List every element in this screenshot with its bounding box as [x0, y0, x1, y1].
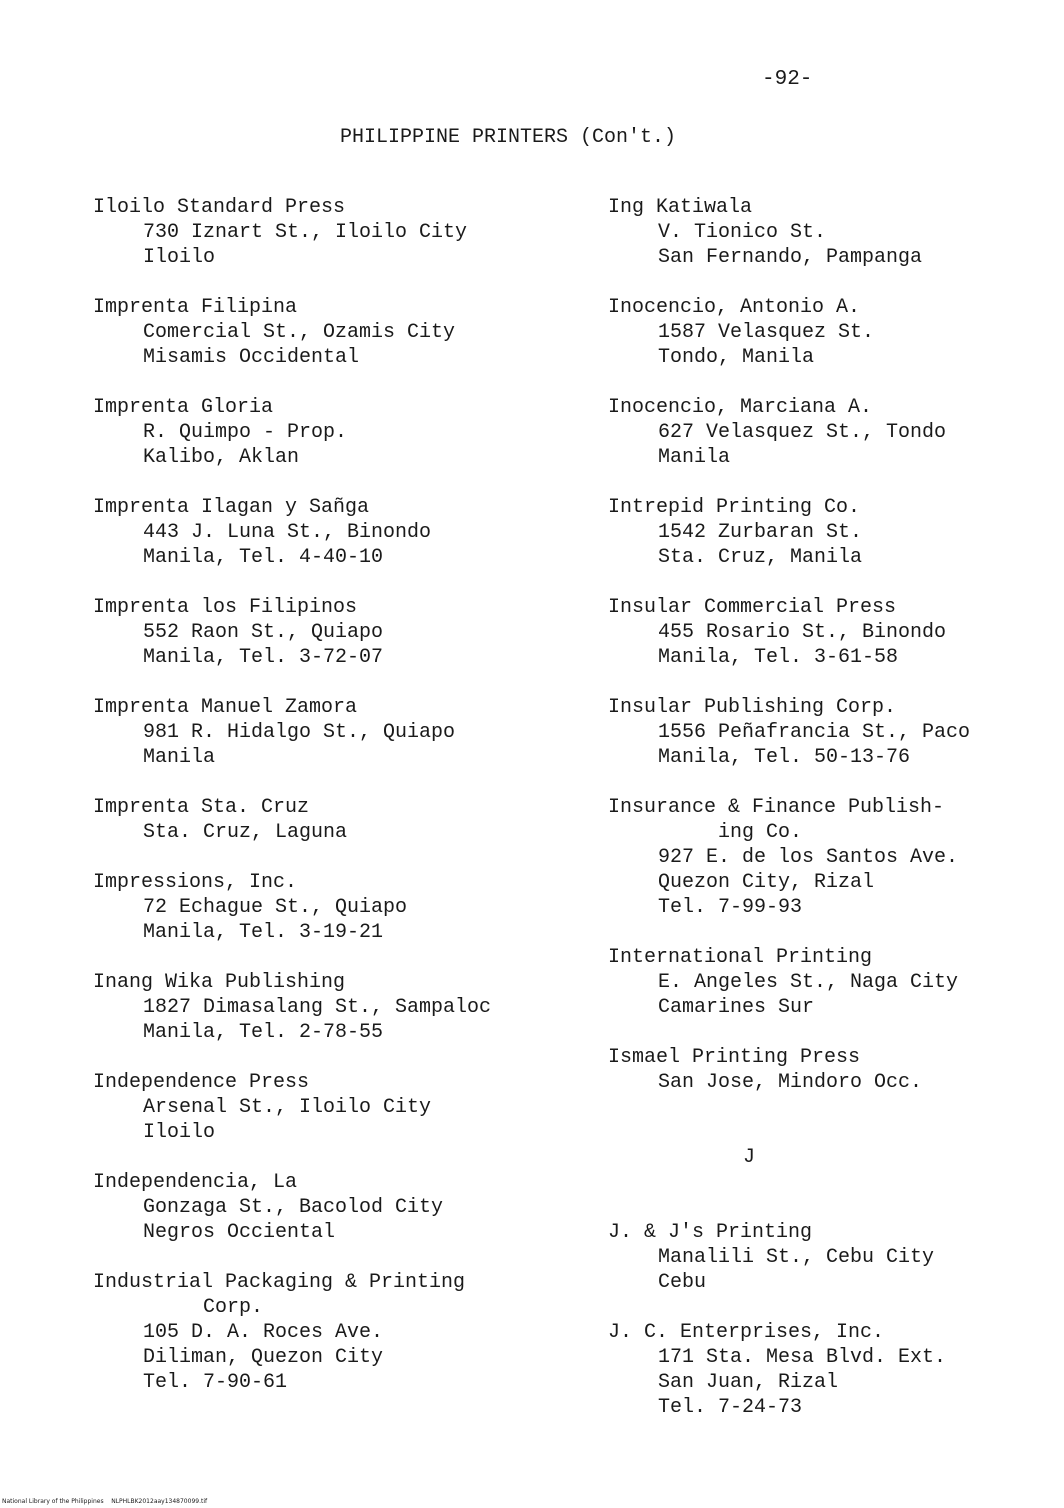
entry-name: Imprenta Filipina: [93, 296, 298, 319]
entry-address: V. Tionico St.: [658, 221, 827, 244]
directory-entry: [608, 945, 1028, 1020]
entry-name: Imprenta Gloria: [93, 396, 274, 419]
entry-address: 552 Raon St., Quiapo: [143, 621, 384, 644]
entry-name: Inocencio, Antonio A.: [608, 296, 861, 319]
entry-address: Manila, Tel. 4-40-10: [143, 546, 384, 569]
directory-entry: [608, 495, 1028, 570]
entry-address: Sta. Cruz, Manila: [658, 546, 863, 569]
entry-address: E. Angeles St., Naga City: [658, 971, 959, 994]
entry-name: Intrepid Printing Co.: [608, 496, 861, 519]
entry-name: Industrial Packaging & Printing: [93, 1271, 466, 1294]
left-column: [93, 195, 533, 1395]
directory-entry: [93, 295, 533, 370]
entry-name: Independencia, La: [93, 1171, 298, 1194]
entry-address: 72 Echague St., Quiapo: [143, 896, 408, 919]
entry-name: J. C. Enterprises, Inc.: [608, 1321, 885, 1344]
entry-name-continued: Corp.: [203, 1296, 264, 1319]
directory-entry: [93, 1070, 533, 1145]
entry-address: 981 R. Hidalgo St., Quiapo: [143, 721, 456, 744]
page-title: PHILIPPINE PRINTERS (Con't.): [340, 126, 677, 149]
entry-name: Iloilo Standard Press: [93, 196, 346, 219]
entry-name-continued: ing Co.: [718, 821, 803, 844]
directory-entry: [93, 795, 533, 845]
directory-entry: [608, 795, 1028, 920]
directory-entry: [93, 195, 533, 270]
entry-name: Insurance & Finance Publish-: [608, 796, 945, 819]
entry-address: 455 Rosario St., Binondo: [658, 621, 947, 644]
directory-entry: [608, 1320, 1028, 1420]
directory-entry: [93, 595, 533, 670]
scan-footer: National Library of the Philippines NLPHLBK2012aay134870099.tif: [2, 1498, 208, 1505]
entry-name: Ismael Printing Press: [608, 1046, 861, 1069]
entry-address: 1827 Dimasalang St., Sampaloc: [143, 996, 492, 1019]
entry-address: 105 D. A. Roces Ave.: [143, 1321, 384, 1344]
directory-entry: [93, 695, 533, 770]
entry-address: R. Quimpo - Prop.: [143, 421, 348, 444]
directory-entry: [93, 1270, 533, 1395]
entry-address: Manila, Tel. 3-72-07: [143, 646, 384, 669]
entry-name: Imprenta Manuel Zamora: [93, 696, 358, 719]
entry-address: 1556 Peñafrancia St., Paco: [658, 721, 971, 744]
directory-entry: [93, 1170, 533, 1245]
entry-address: Gonzaga St., Bacolod City: [143, 1196, 444, 1219]
entry-name: J. & J's Printing: [608, 1221, 813, 1244]
entry-address: Manila: [658, 446, 731, 469]
directory-entry: [608, 395, 1028, 470]
directory-entry: [608, 695, 1028, 770]
entry-name: Independence Press: [93, 1071, 310, 1094]
entry-name: Ing Katiwala: [608, 196, 753, 219]
entry-address: 443 J. Luna St., Binondo: [143, 521, 432, 544]
entry-address: 927 E. de los Santos Ave.: [658, 846, 959, 869]
entry-address: Diliman, Quezon City: [143, 1346, 384, 1369]
entry-name: Imprenta Sta. Cruz: [93, 796, 310, 819]
directory-entry: [608, 1045, 1028, 1095]
right-column: [608, 195, 1028, 1420]
entry-address: Negros Occiental: [143, 1221, 336, 1244]
entry-address: Iloilo: [143, 1121, 216, 1144]
directory-entry: [93, 395, 533, 470]
entry-name: Imprenta los Filipinos: [93, 596, 358, 619]
entry-address: San Juan, Rizal: [658, 1371, 839, 1394]
entry-address: Kalibo, Aklan: [143, 446, 300, 469]
entry-address: Tel. 7-99-93: [658, 896, 803, 919]
entry-address: Camarines Sur: [658, 996, 815, 1019]
directory-entry: [608, 1220, 1028, 1295]
entry-address: Iloilo: [143, 246, 216, 269]
directory-entry: [93, 870, 533, 945]
directory-entry: [608, 595, 1028, 670]
entry-address: Tel. 7-24-73: [658, 1396, 803, 1419]
entry-address: Manila, Tel. 50-13-76: [658, 746, 911, 769]
entry-address: 1587 Velasquez St.: [658, 321, 875, 344]
entry-address: Comercial St., Ozamis City: [143, 321, 456, 344]
entry-name: Imprenta Ilagan y Sañga: [93, 496, 370, 519]
entry-address: Cebu: [658, 1271, 707, 1294]
entry-address: 171 Sta. Mesa Blvd. Ext.: [658, 1346, 947, 1369]
entry-address: 627 Velasquez St., Tondo: [658, 421, 947, 444]
entry-address: Sta. Cruz, Laguna: [143, 821, 348, 844]
entry-address: Arsenal St., Iloilo City: [143, 1096, 432, 1119]
entry-address: Tondo, Manila: [658, 346, 815, 369]
directory-entry: [93, 970, 533, 1045]
entry-name: Insular Commercial Press: [608, 596, 897, 619]
entry-address: 730 Iznart St., Iloilo City: [143, 221, 468, 244]
entry-name: Inang Wika Publishing: [93, 971, 346, 994]
entry-address: 1542 Zurbaran St.: [658, 521, 863, 544]
entry-address: Manalili St., Cebu City: [658, 1246, 935, 1269]
entry-name: Inocencio, Marciana A.: [608, 396, 873, 419]
entry-address: San Jose, Mindoro Occ.: [658, 1071, 923, 1094]
entry-address: Manila, Tel. 3-61-58: [658, 646, 899, 669]
entry-address: Quezon City, Rizal: [658, 871, 875, 894]
entry-name: Impressions, Inc.: [93, 871, 298, 894]
entry-address: San Fernando, Pampanga: [658, 246, 923, 269]
directory-entry: [608, 195, 1028, 270]
directory-entry: [93, 495, 533, 570]
entry-address: Manila, Tel. 2-78-55: [143, 1021, 384, 1044]
section-letter: J: [743, 1146, 756, 1169]
entry-address: Manila, Tel. 3-19-21: [143, 921, 384, 944]
entry-name: International Printing: [608, 946, 873, 969]
entry-address: Manila: [143, 746, 216, 769]
page-number: -92-: [762, 68, 813, 91]
directory-entry: [608, 295, 1028, 370]
entry-address: Misamis Occidental: [143, 346, 360, 369]
entry-name: Insular Publishing Corp.: [608, 696, 897, 719]
entry-address: Tel. 7-90-61: [143, 1371, 288, 1394]
